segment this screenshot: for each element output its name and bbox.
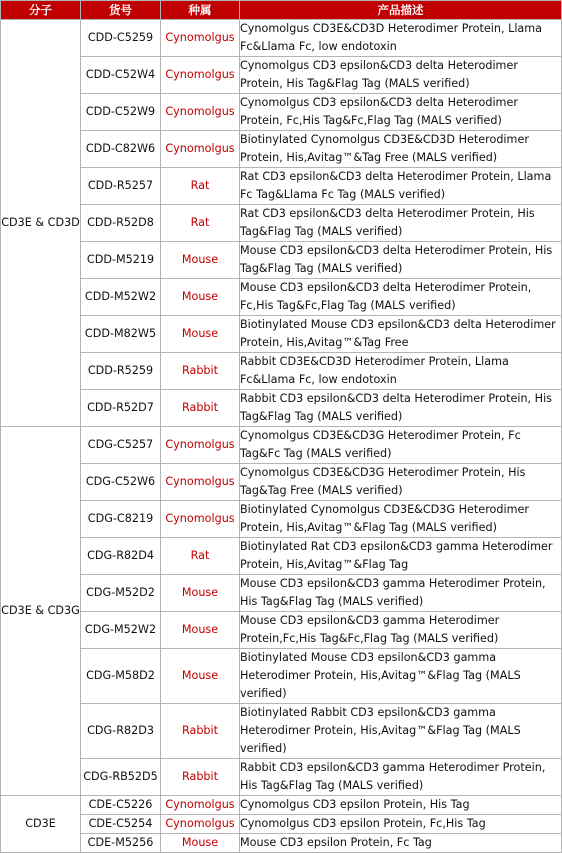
- description-cell: Cynomolgus CD3E&CD3G Heterodimer Protein, His Tag&Tag Free (MALS verified): [240, 464, 562, 501]
- description-cell: Rabbit CD3 epsilon&CD3 gamma Heterodimer Protein, His Tag&Flag Tag (MALS verified): [240, 759, 562, 796]
- species-cell: Cynomolgus: [161, 501, 240, 538]
- table-row: [1, 796, 562, 815]
- species-cell: Mouse: [161, 316, 240, 353]
- table-row: [1, 353, 562, 390]
- table-row: [1, 612, 562, 649]
- description-cell: Mouse CD3 epsilon&CD3 gamma Heterodimer Protein, His Tag&Flag Tag (MALS verified): [240, 575, 562, 612]
- species-cell: Cynomolgus: [161, 131, 240, 168]
- species-cell: Cynomolgus: [161, 815, 240, 834]
- catalog-number-cell: CDE-C5226: [81, 796, 161, 815]
- table-row: [1, 538, 562, 575]
- table-row: [1, 501, 562, 538]
- description-cell: Biotinylated Cynomolgus CD3E&CD3D Heterodimer Protein, His,Avitag™&Tag Free (MALS verified): [240, 131, 562, 168]
- table-row: [1, 704, 562, 759]
- description-cell: Mouse CD3 epsilon&CD3 gamma Heterodimer Protein,Fc,His Tag&Fc,Flag Tag (MALS verified): [240, 612, 562, 649]
- header-row: [1, 1, 562, 20]
- catalog-number-cell: CDD-M5219: [81, 242, 161, 279]
- catalog-number-cell: CDG-M58D2: [81, 649, 161, 704]
- table-row: [1, 815, 562, 834]
- table-row: [1, 390, 562, 427]
- catalog-number-cell: CDG-M52D2: [81, 575, 161, 612]
- species-cell: Rat: [161, 538, 240, 575]
- table-row: [1, 94, 562, 131]
- molecule-cell: CD3E & CD3G: [1, 427, 81, 796]
- species-cell: Cynomolgus: [161, 464, 240, 501]
- description-cell: Rabbit CD3 epsilon&CD3 delta Heterodimer Protein, His Tag&Flag Tag (MALS verified): [240, 390, 562, 427]
- description-cell: Cynomolgus CD3 epsilon Protein, Fc,His Tag: [240, 815, 562, 834]
- header-species: 种属: [161, 1, 240, 20]
- description-cell: Biotinylated Mouse CD3 epsilon&CD3 gamma Heterodimer Protein, His,Avitag™&Flag Tag (MALS verified): [240, 649, 562, 704]
- species-cell: Cynomolgus: [161, 427, 240, 464]
- header-catalog: 货号: [81, 1, 161, 20]
- catalog-number-cell: CDG-RB52D5: [81, 759, 161, 796]
- catalog-number-cell: CDG-C5257: [81, 427, 161, 464]
- table-row: [1, 131, 562, 168]
- catalog-number-cell: CDG-C8219: [81, 501, 161, 538]
- species-cell: Rabbit: [161, 353, 240, 390]
- catalog-number-cell: CDG-C52W6: [81, 464, 161, 501]
- catalog-number-cell: CDD-R52D7: [81, 390, 161, 427]
- species-cell: Rabbit: [161, 390, 240, 427]
- table-body: [1, 20, 562, 853]
- species-cell: Mouse: [161, 279, 240, 316]
- table-row: [1, 316, 562, 353]
- catalog-number-cell: CDG-M52W2: [81, 612, 161, 649]
- table-row: [1, 464, 562, 501]
- table-row: [1, 205, 562, 242]
- molecule-cell: CD3E: [1, 796, 81, 853]
- catalog-number-cell: CDD-C52W9: [81, 94, 161, 131]
- species-cell: Mouse: [161, 612, 240, 649]
- species-cell: Rat: [161, 168, 240, 205]
- description-cell: Biotinylated Rat CD3 epsilon&CD3 gamma Heterodimer Protein, His,Avitag™&Flag Tag: [240, 538, 562, 575]
- catalog-number-cell: CDD-R5259: [81, 353, 161, 390]
- catalog-number-cell: CDE-M5256: [81, 834, 161, 853]
- description-cell: Rat CD3 epsilon&CD3 delta Heterodimer Protein, Llama Fc Tag&Llama Fc Tag (MALS verified): [240, 168, 562, 205]
- description-cell: Cynomolgus CD3 epsilon&CD3 delta Heterodimer Protein, Fc,His Tag&Fc,Flag Tag (MALS verified): [240, 94, 562, 131]
- species-cell: Mouse: [161, 242, 240, 279]
- catalog-number-cell: CDG-R82D4: [81, 538, 161, 575]
- description-cell: Mouse CD3 epsilon Protein, Fc Tag: [240, 834, 562, 853]
- catalog-number-cell: CDD-C82W6: [81, 131, 161, 168]
- catalog-number-cell: CDD-R5257: [81, 168, 161, 205]
- description-cell: Rat CD3 epsilon&CD3 delta Heterodimer Protein, His Tag&Flag Tag (MALS verified): [240, 205, 562, 242]
- table-row: [1, 649, 562, 704]
- catalog-number-cell: CDG-R82D3: [81, 704, 161, 759]
- species-cell: Mouse: [161, 649, 240, 704]
- description-cell: Biotinylated Rabbit CD3 epsilon&CD3 gamma Heterodimer Protein, His,Avitag™&Flag Tag (MALS verified): [240, 704, 562, 759]
- description-cell: Mouse CD3 epsilon&CD3 delta Heterodimer Protein, Fc,His Tag&Fc,Flag Tag (MALS verified): [240, 279, 562, 316]
- description-cell: Cynomolgus CD3 epsilon&CD3 delta Heterodimer Protein, His Tag&Flag Tag (MALS verified): [240, 57, 562, 94]
- table-row: [1, 575, 562, 612]
- species-cell: Mouse: [161, 575, 240, 612]
- catalog-number-cell: CDD-C52W4: [81, 57, 161, 94]
- species-cell: Cynomolgus: [161, 796, 240, 815]
- species-cell: Mouse: [161, 834, 240, 853]
- catalog-number-cell: CDD-C5259: [81, 20, 161, 57]
- table-row: [1, 759, 562, 796]
- table-row: [1, 834, 562, 853]
- catalog-number-cell: CDD-M82W5: [81, 316, 161, 353]
- description-cell: Biotinylated Cynomolgus CD3E&CD3G Heterodimer Protein, His,Avitag™&Flag Tag (MALS verified): [240, 501, 562, 538]
- table-row: [1, 168, 562, 205]
- catalog-number-cell: CDD-M52W2: [81, 279, 161, 316]
- table-row: [1, 20, 562, 57]
- species-cell: Rabbit: [161, 704, 240, 759]
- catalog-number-cell: CDE-C5254: [81, 815, 161, 834]
- description-cell: Cynomolgus CD3E&CD3D Heterodimer Protein, Llama Fc&Llama Fc, low endotoxin: [240, 20, 562, 57]
- header-description: 产品描述: [240, 1, 562, 20]
- species-cell: Rat: [161, 205, 240, 242]
- species-cell: Cynomolgus: [161, 94, 240, 131]
- table-row: [1, 427, 562, 464]
- description-cell: Cynomolgus CD3E&CD3G Heterodimer Protein, Fc Tag&Fc Tag (MALS verified): [240, 427, 562, 464]
- species-cell: Cynomolgus: [161, 20, 240, 57]
- table-row: [1, 279, 562, 316]
- table-row: [1, 242, 562, 279]
- species-cell: Rabbit: [161, 759, 240, 796]
- description-cell: Rabbit CD3E&CD3D Heterodimer Protein, Llama Fc&Llama Fc, low endotoxin: [240, 353, 562, 390]
- description-cell: Cynomolgus CD3 epsilon Protein, His Tag: [240, 796, 562, 815]
- description-cell: Biotinylated Mouse CD3 epsilon&CD3 delta Heterodimer Protein, His,Avitag™&Tag Free: [240, 316, 562, 353]
- catalog-number-cell: CDD-R52D8: [81, 205, 161, 242]
- table-row: [1, 57, 562, 94]
- description-cell: Mouse CD3 epsilon&CD3 delta Heterodimer Protein, His Tag&Flag Tag (MALS verified): [240, 242, 562, 279]
- molecule-cell: CD3E & CD3D: [1, 20, 81, 427]
- header-molecule: 分子: [1, 1, 81, 20]
- species-cell: Cynomolgus: [161, 57, 240, 94]
